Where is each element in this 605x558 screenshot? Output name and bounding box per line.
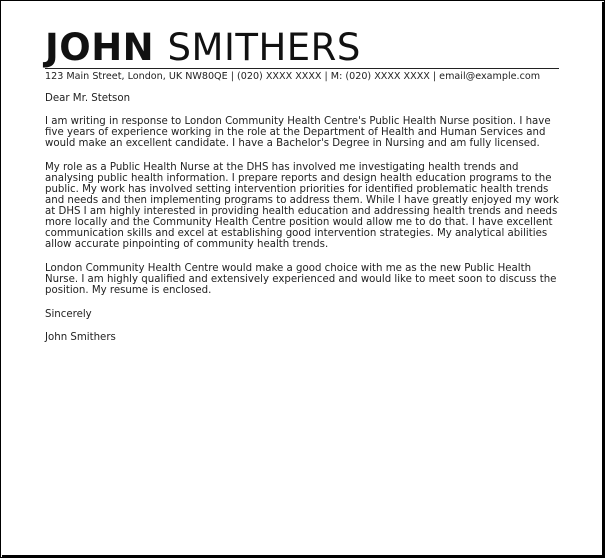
contact-line: 123 Main Street, London, UK NW80QE | (020) XXXX XXXX | M: (020) XXXX XXXX | email@example.com xyxy=(45,71,541,82)
paragraph-experience: My role as a Public Health Nurse at the DHS has involved me investigating health trends and analysing public health information. I prepare reports and design health education programs to the public. My work has involved setting intervention priorities for identified problematic health trends and needs and then implementing programs to address them. While I have greatly enjoyed my work at DHS I am highly interested in providing health education and addressing health trends and needs more locally and the Community Health Centre position would allow me to do that. I have excellent communication skills and excel at establishing good intervention strategies. My analytical abilities allow accurate pinpointing of community health trends. xyxy=(45,162,559,250)
cover-letter xyxy=(45,28,565,343)
paragraph-intro: I am writing in response to London Community Health Centre's Public Health Nurse position. I have five years of experience working in the role at the Department of Health and Human Services and would make an excellent candidate. I have a Bachelor's Degree in Nursing and am fully licensed. xyxy=(45,116,551,149)
paragraph-conclusion: London Community Health Centre would make a good choice with me as the new Public Health Nurse. I am highly qualified and extensively experienced and would like to meet soon to discuss the position. My resume is enclosed. xyxy=(45,263,557,296)
applicant-name xyxy=(45,28,565,68)
closing: Sincerely xyxy=(45,309,92,320)
signature-name: John Smithers xyxy=(45,332,116,343)
salutation: Dear Mr. Stetson xyxy=(45,93,131,104)
applicant-last-name: SMITHERS xyxy=(167,26,361,69)
applicant-first-name: JOHN xyxy=(45,26,155,69)
